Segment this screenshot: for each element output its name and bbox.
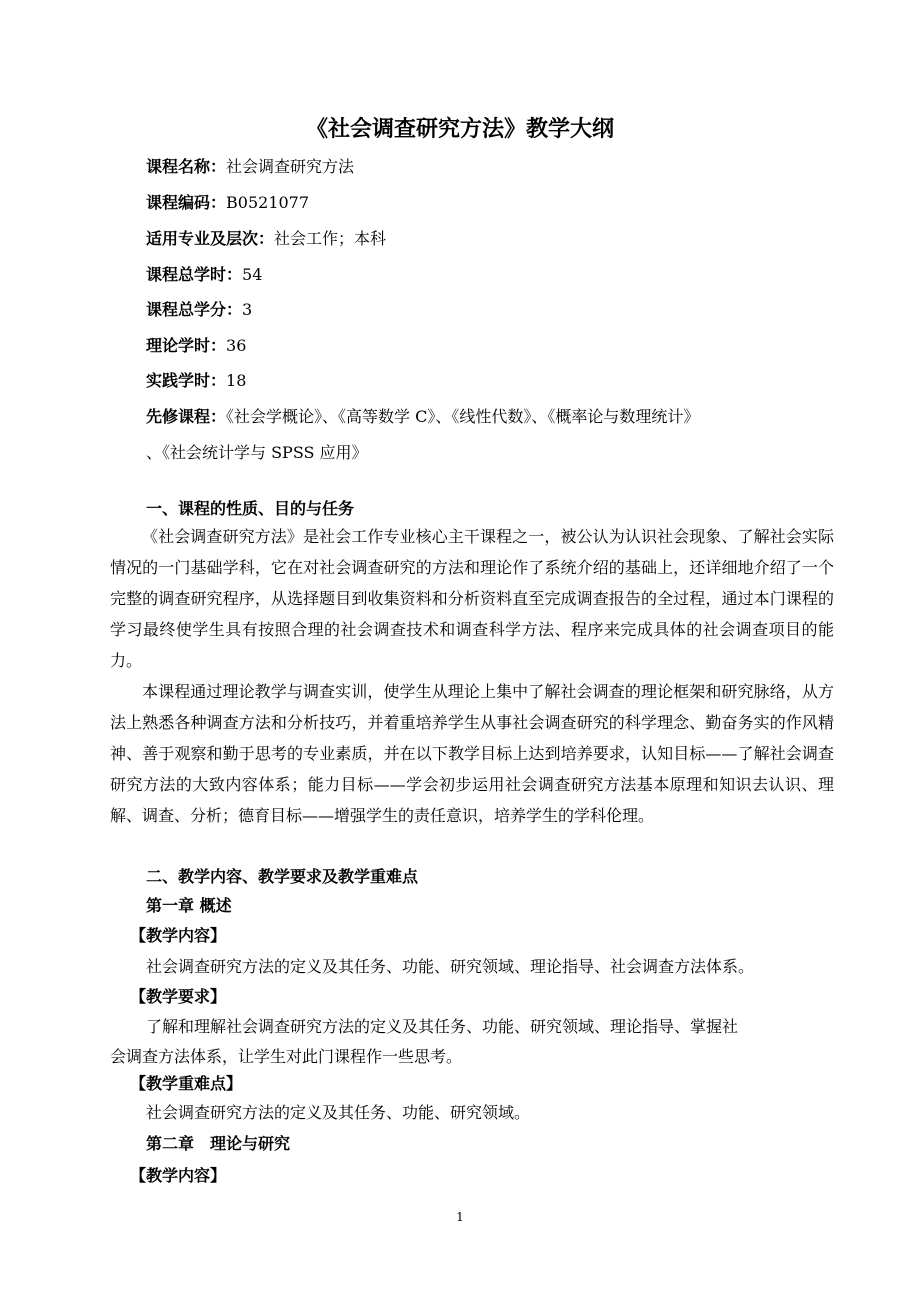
course-code-row xyxy=(146,192,309,214)
prereq-label: 先修课程： xyxy=(146,407,227,426)
course-code-label: 课程编码： xyxy=(146,193,227,212)
course-major-value: 社会工作；本科 xyxy=(274,229,387,248)
chapter1-content-label: 【教学内容】 xyxy=(130,926,227,945)
chapter1-title: 第一章 概述 xyxy=(146,896,232,915)
section1-paragraph-1: 《社会调查研究方法》是社会工作专业核心主干课程之一，被公认为认识社会现象、了解社会实际情况的一门基础学科，它在对社会调查研究的方法和理论作了系统介绍的基础上，还详细地介绍了一个完整的调查研究程序，从选择题目到收集资料和分析资料直至完成调查报告的全过程，通过本门课程的学习最终使学生具有按照合理的社会调查技术和调查科学方法、程序来完成具体的社会调查项目的能力。 xyxy=(110,527,834,670)
chapter2-title: 第二章 理论与研究 xyxy=(146,1134,291,1153)
section1-paragraph-2: 本课程通过理论教学与调查实训，使学生从理论上集中了解社会调查的理论框架和研究脉络，从方法上熟悉各种调查方法和分析技巧，并着重培养学生从事社会调查研究的科学理念、勤奋务实的作风精神、善于观察和勤于思考的专业素质，并在以下教学目标上达到培养要求，认知目标——了解社会调查研究方法的大致内容体系；能力目标——学会初步运用社会调查研究方法基本原理和知识去认识、理解、调查、分析；德育目标——增强学生的责任意识，培养学生的学科伦理。 xyxy=(110,682,834,825)
course-name-value: 社会调查研究方法 xyxy=(226,157,355,176)
course-credits-label: 课程总学分： xyxy=(146,300,243,319)
chapter1-content-text: 社会调查研究方法的定义及其任务、功能、研究领域、理论指导、社会调查方法体系。 xyxy=(146,957,755,976)
chapter1-keypoints-label: 【教学重难点】 xyxy=(130,1074,243,1093)
prereq-row xyxy=(146,406,699,428)
practice-hours-label: 实践学时： xyxy=(146,371,227,390)
course-hours-label: 课程总学时： xyxy=(146,265,243,284)
course-major-row xyxy=(146,228,386,250)
chapter2-content-label: 【教学内容】 xyxy=(130,1166,227,1185)
prereq-value: 《社会学概论》、《高等数学 C》、《线性代数》、《概率论与数理统计》 xyxy=(226,407,700,426)
course-hours-row xyxy=(146,264,262,286)
course-name-row xyxy=(146,156,354,178)
course-major-label: 适用专业及层次： xyxy=(146,229,275,248)
prereq-value-continued: 、《社会统计学与 SPSS 应用》 xyxy=(146,443,368,462)
course-hours-value: 54 xyxy=(242,265,263,284)
chapter1-requirements-label: 【教学要求】 xyxy=(130,987,227,1006)
course-code-value: B0521077 xyxy=(226,193,310,212)
course-name-label: 课程名称： xyxy=(146,157,227,176)
chapter1-requirements-line-1: 了解和理解社会调查研究方法的定义及其任务、功能、研究领域、理论指导、掌握社 xyxy=(146,1017,739,1036)
document-title: 《社会调查研究方法》教学大纲 xyxy=(305,117,614,142)
course-credits-row xyxy=(146,299,252,321)
chapter1-keypoints-text: 社会调查研究方法的定义及其任务、功能、研究领域。 xyxy=(146,1103,531,1122)
theory-hours-row xyxy=(146,335,246,357)
page-number: 1 xyxy=(456,1210,464,1224)
section2-heading: 二、教学内容、教学要求及教学重难点 xyxy=(146,867,419,886)
practice-hours-value: 18 xyxy=(226,371,247,390)
course-credits-value: 3 xyxy=(242,300,253,319)
section1-heading: 一、课程的性质、目的与任务 xyxy=(146,499,355,518)
chapter1-requirements-line-2: 会调查方法体系，让学生对此门课程作一些思考。 xyxy=(110,1047,463,1066)
practice-hours-row xyxy=(146,370,246,392)
theory-hours-label: 理论学时： xyxy=(146,336,227,355)
theory-hours-value: 36 xyxy=(226,336,247,355)
